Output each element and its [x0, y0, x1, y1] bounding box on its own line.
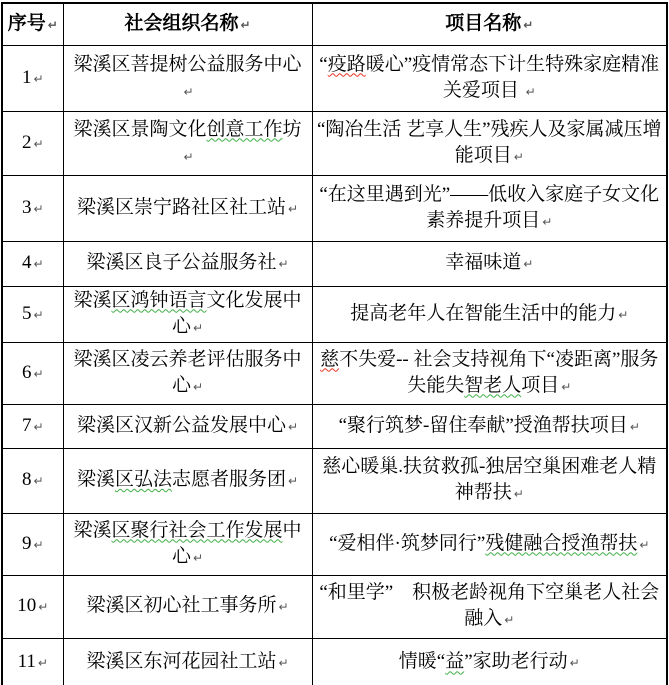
organization-text-run: 梁溪 [76, 469, 115, 490]
organization-text-run: 文化发展中心 [171, 289, 302, 337]
cell-end-mark: ↵ [183, 149, 194, 164]
header-label-org: 社会组织名称 [124, 12, 239, 34]
organization-text-misspelled-run: 创意工作 [206, 118, 283, 140]
header-label-num: 序号 [7, 12, 46, 34]
cell-organization-name [63, 111, 312, 175]
header-cell-org [63, 3, 312, 45]
cell-row-number [2, 241, 63, 286]
row-number: 1 [21, 66, 32, 88]
project-text-run: 项目 [521, 374, 560, 396]
cell-row-number [2, 575, 63, 638]
cell-organization-name [63, 513, 312, 575]
cell-end-mark: ↵ [569, 656, 580, 671]
cell-end-mark: ↵ [504, 613, 515, 627]
row-number: 8 [21, 469, 32, 490]
cell-row-number [2, 513, 63, 575]
table-header [2, 3, 667, 45]
table-row [2, 111, 667, 175]
cell-end-mark: ↵ [33, 537, 44, 552]
organization-text-run: 坊 [282, 118, 302, 140]
cell-project-name [312, 404, 667, 448]
cell-end-mark: ↵ [287, 419, 299, 434]
cell-organization-name [63, 448, 312, 513]
cell-end-mark: ↵ [38, 600, 49, 614]
table-row [2, 575, 667, 638]
cell-end-mark: ↵ [192, 550, 204, 565]
cell-project-name [312, 448, 667, 513]
row-number: 11 [17, 651, 36, 673]
header-cell-num [2, 3, 63, 45]
cell-end-mark: ↵ [542, 214, 553, 229]
organization-text-misspelled-run: 区鸿钟语言 [111, 289, 207, 311]
cell-project-name [312, 575, 667, 638]
cell-organization-name [63, 404, 312, 448]
cell-end-mark: ↵ [278, 257, 289, 271]
cell-end-mark: ↵ [525, 84, 536, 99]
cell-end-mark: ↵ [33, 474, 44, 488]
cell-project-name [312, 241, 667, 286]
cell-end-mark: ↵ [278, 600, 289, 614]
row-number: 2 [21, 131, 32, 153]
organization-text-run: 梁溪区凌云养老评估服务中心 [73, 348, 302, 396]
cell-organization-name [63, 241, 312, 286]
table-body [2, 45, 667, 685]
organization-text-run: 梁溪区崇宁路社区社工站 [76, 196, 286, 218]
organization-text-run: 梁溪 [73, 289, 112, 311]
cell-end-mark: ↵ [192, 379, 204, 394]
project-text-run: “和里学” 积极老龄视角下空巢老人社会融入 [319, 582, 660, 629]
organization-text-misspelled-run: 区弘法 [114, 469, 172, 490]
cell-project-name [312, 175, 667, 241]
table-row [2, 513, 667, 575]
organization-text-run: 梁溪 [73, 519, 112, 541]
cell-row-number [2, 45, 63, 111]
project-text-misspelled-run: 益 [445, 651, 465, 673]
project-text-run: 提高老年人在智能生活中的能力 [350, 302, 617, 324]
table-row [2, 241, 667, 286]
project-text-misspelled-run: 残健融合授渔帮扶 [485, 532, 638, 554]
cell-project-name [312, 638, 667, 685]
table-row [2, 404, 667, 448]
project-text-run: 不失爱-- 社会支持视角下“凌距离”服务失能失 [339, 348, 659, 396]
cell-end-mark: ↵ [183, 84, 194, 99]
projects-table [1, 2, 668, 685]
project-text-run: 暖心”疫情常态下计生特殊家庭精准关爱项目 [365, 53, 660, 101]
cell-end-mark: ↵ [513, 149, 524, 164]
organization-text-run: 梁溪区汉新公益发展中心 [76, 414, 286, 436]
organization-text-misspelled-run: 区聚行社会工作发展 [111, 519, 283, 541]
row-number: 3 [21, 196, 32, 218]
cell-end-mark: ↵ [523, 257, 534, 271]
organization-text-run: 梁溪区东河花园社工站 [86, 651, 277, 673]
row-number: 5 [21, 302, 32, 324]
cell-end-mark: ↵ [47, 17, 58, 32]
table-row [2, 448, 667, 513]
project-text-run: 幸福味道 [445, 252, 522, 273]
cell-end-mark: ↵ [629, 419, 640, 434]
table-row [2, 342, 667, 404]
cell-project-name [312, 45, 667, 111]
cell-end-mark: ↵ [278, 656, 289, 671]
cell-project-name [312, 513, 667, 575]
organization-text-run: 梁溪区初心社工事务所 [86, 595, 277, 616]
cell-end-mark: ↵ [287, 201, 299, 216]
cell-end-mark: ↵ [33, 419, 44, 434]
cell-row-number [2, 448, 63, 513]
project-text-run: “在这里遇到光”——低收入家庭子女文化素养提升项目 [319, 183, 660, 231]
cell-row-number [2, 404, 63, 448]
cell-end-mark: ↵ [33, 307, 44, 322]
project-text-run: “ [319, 53, 328, 75]
cell-organization-name [63, 286, 312, 342]
project-text-run: “陶冶生活 艺享人生”残疾人及家属减压增能项目 [316, 118, 662, 166]
header-cell-project [312, 3, 667, 45]
header-row [2, 3, 667, 45]
organization-text-run: 梁溪区景陶文化 [73, 118, 207, 140]
cell-organization-name [63, 575, 312, 638]
cell-end-mark: ↵ [33, 71, 44, 86]
project-text-run: “聚行筑梦-留住奉献”授渔帮扶项目 [338, 414, 628, 436]
organization-text-run: 中心 [171, 519, 302, 567]
table-row [2, 638, 667, 685]
table-row [2, 45, 667, 111]
cell-organization-name [63, 175, 312, 241]
project-text-run: ”家助老行动 [464, 651, 568, 673]
header-label-project: 项目名称 [445, 12, 522, 34]
cell-end-mark: ↵ [618, 307, 629, 322]
cell-end-mark: ↵ [33, 201, 44, 216]
row-number: 7 [21, 414, 32, 436]
cell-end-mark: ↵ [287, 474, 299, 488]
cell-end-mark: ↵ [639, 537, 650, 552]
project-text-run: “爱相伴·筑梦同行” [329, 532, 486, 554]
table-row [2, 286, 667, 342]
cell-row-number [2, 175, 63, 241]
cell-organization-name [63, 638, 312, 685]
cell-end-mark: ↵ [513, 487, 524, 501]
cell-end-mark: ↵ [561, 379, 572, 394]
project-text-misspelled-run: 疫路 [327, 53, 366, 75]
cell-row-number [2, 638, 63, 685]
cell-end-mark: ↵ [523, 17, 534, 32]
organization-text-run: 梁溪区良子公益服务社 [86, 252, 277, 273]
cell-end-mark: ↵ [192, 320, 204, 335]
cell-row-number [2, 111, 63, 175]
row-number: 6 [21, 361, 32, 383]
project-text-misspelled-run: 慈 [320, 348, 340, 370]
cell-project-name [312, 286, 667, 342]
row-number: 4 [21, 252, 32, 273]
cell-organization-name [63, 342, 312, 404]
row-number: 9 [21, 532, 32, 554]
project-text-misspelled-run: 智老人 [464, 374, 522, 396]
cell-project-name [312, 111, 667, 175]
row-number: 10 [17, 595, 37, 616]
organization-text-run: 梁溪区菩提树公益服务中心 [73, 53, 302, 75]
cell-row-number [2, 286, 63, 342]
cell-organization-name [63, 45, 312, 111]
cell-end-mark: ↵ [240, 17, 251, 32]
project-text-run: 慈心暖巢.扶贫救孤-独居空巢困难老人精神帮扶 [322, 456, 657, 503]
cell-end-mark: ↵ [37, 656, 48, 671]
cell-end-mark: ↵ [33, 136, 44, 151]
organization-text-run: 志愿者服务团 [171, 469, 286, 490]
cell-end-mark: ↵ [33, 366, 44, 381]
cell-row-number [2, 342, 63, 404]
cell-project-name [312, 342, 667, 404]
project-text-run: 情暖“ [398, 651, 446, 673]
table-row [2, 175, 667, 241]
cell-end-mark: ↵ [33, 257, 44, 271]
